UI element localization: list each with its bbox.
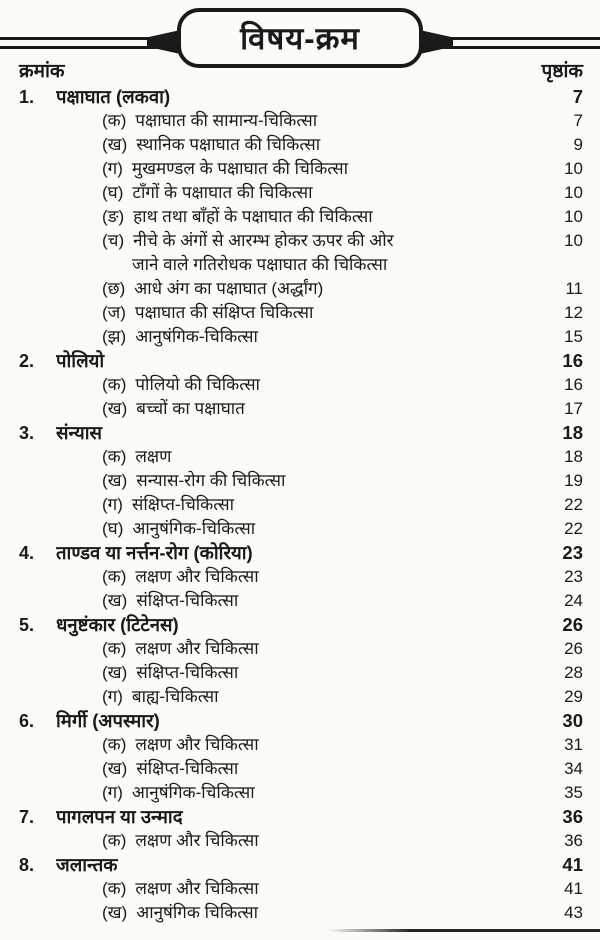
toc-row (19, 781, 583, 805)
toc-row (19, 469, 583, 493)
entry-page-number: 43 (564, 903, 583, 922)
entry-label: (क) (102, 447, 127, 466)
column-header-serial: क्रमांक (19, 61, 65, 82)
entry-page-number: 22 (564, 495, 583, 514)
chapter-number: 1. (19, 87, 35, 107)
entry-title: (क) पक्षाघात की सामान्य-चिकित्सा (56, 109, 549, 133)
entry-title: धनुष्टंकार (टिटेनस) (56, 614, 179, 635)
toc-row (19, 901, 583, 925)
entry-title: (च) नीचे के अंगों से आरम्भ होकर ऊपर की ओर (56, 229, 549, 253)
entry-page-number: 28 (564, 663, 583, 682)
entry-page-number: 34 (564, 759, 583, 778)
toc-row (19, 733, 583, 757)
entry-label: (क) (102, 735, 127, 754)
page-title: विषय-क्रम (240, 21, 360, 56)
entry-label: (ख) (102, 471, 128, 490)
entry-label: (छ) (102, 279, 126, 298)
entry-title: (झ) आनुषंगिक-चिकित्सा (56, 325, 549, 349)
entry-label: (ग) (102, 495, 123, 514)
entry-title: (ग) बाह्य-चिकित्सा (56, 685, 549, 709)
toc-row (19, 181, 583, 205)
entry-label: (ख) (102, 591, 128, 610)
toc-row (19, 373, 583, 397)
entry-page-number: 36 (562, 806, 583, 827)
entry-label: (क) (102, 831, 127, 850)
toc-row (19, 133, 583, 157)
toc-row (19, 589, 583, 613)
entry-label: (ङ) (102, 207, 125, 226)
entry-title: (ख) स्थानिक पक्षाघात की चिकित्सा (56, 133, 549, 157)
entry-label: (क) (102, 879, 127, 898)
entry-title: (ज) पक्षाघात की संक्षिप्त चिकित्सा (56, 301, 549, 325)
entry-page-number: 18 (564, 447, 583, 466)
entry-page-number: 9 (573, 135, 583, 154)
entry-page-number: 41 (564, 879, 583, 898)
toc-row (19, 517, 583, 541)
entry-page-number: 12 (564, 303, 583, 322)
entry-title: पोलियो (56, 350, 105, 371)
toc-row (19, 445, 583, 469)
entry-page-number: 10 (564, 159, 583, 178)
entry-label: (क) (102, 111, 127, 130)
entry-label: (ख) (102, 663, 128, 682)
chapter-number: 4. (19, 543, 35, 563)
entry-title: (ख) सन्यास-रोग की चिकित्सा (56, 469, 549, 493)
entry-page-number: 29 (564, 687, 583, 706)
entry-title: (ग) संक्षिप्त-चिकित्सा (56, 493, 549, 517)
entry-title: (ग) मुखमण्डल के पक्षाघात की चिकित्सा (56, 157, 549, 181)
chapter-number: 2. (19, 351, 35, 371)
toc-row (19, 709, 583, 733)
entry-title: जलान्तक (56, 854, 118, 875)
entry-title: (ख) बच्चों का पक्षाघात (56, 397, 549, 421)
toc-row (19, 685, 583, 709)
entry-label: (क) (102, 639, 127, 658)
entry-page-number: 35 (564, 783, 583, 802)
entry-title: (छ) आधे अंग का पक्षाघात (अर्द्धांग) (56, 277, 549, 301)
toc-row (19, 661, 583, 685)
entry-title: संन्यास (56, 422, 102, 443)
toc-row (19, 301, 583, 325)
entry-label: (ख) (102, 903, 128, 922)
entry-title: पागलपन या उन्माद (56, 806, 183, 827)
scan-edge-line (328, 929, 600, 932)
entry-title: (क) लक्षण (56, 445, 549, 469)
chapter-number: 6. (19, 711, 35, 731)
entry-title: ताण्डव या नर्त्तन-रोग (कोरिया) (56, 542, 253, 563)
toc-row (19, 877, 583, 901)
entry-page-number: 36 (564, 831, 583, 850)
toc-row (19, 229, 583, 253)
entry-title: (क) पोलियो की चिकित्सा (56, 373, 549, 397)
entry-page-number: 10 (564, 231, 583, 250)
entry-page-number: 11 (565, 279, 583, 298)
page-title-box (177, 8, 423, 68)
entry-title: (क) लक्षण और चिकित्सा (56, 637, 549, 661)
column-header-page: पृष्ठांक (541, 61, 583, 82)
entry-title: (क) लक्षण और चिकित्सा (56, 733, 549, 757)
toc-row (19, 397, 583, 421)
entry-page-number: 7 (572, 86, 583, 107)
entry-page-number: 19 (564, 471, 583, 490)
entry-title: (ङ) हाथ तथा बाँहों के पक्षाघात की चिकित्सा (56, 205, 549, 229)
entry-page-number: 23 (562, 542, 583, 563)
toc-row (19, 637, 583, 661)
toc-row (19, 805, 583, 829)
toc-row (19, 853, 583, 877)
entry-page-number: 31 (564, 735, 583, 754)
entry-page-number: 18 (562, 422, 583, 443)
toc-row (19, 325, 583, 349)
toc-row (19, 829, 583, 853)
entry-page-number: 7 (573, 111, 583, 130)
entry-title: (ख) संक्षिप्त-चिकित्सा (56, 589, 549, 613)
entry-label: (क) (102, 567, 127, 586)
toc-row (19, 205, 583, 229)
entry-title: (घ) टाँगों के पक्षाघात की चिकित्सा (56, 181, 549, 205)
entry-page-number: 22 (564, 519, 583, 538)
entry-label: (ग) (102, 783, 123, 802)
entry-title: (ख) आनुषंगिक चिकित्सा (56, 901, 549, 925)
entry-page-number: 15 (564, 327, 583, 346)
entry-page-number: 30 (562, 710, 583, 731)
entry-title: पक्षाघात (लकवा) (56, 86, 171, 107)
toc-row (19, 253, 583, 277)
entry-page-number: 26 (564, 639, 583, 658)
entry-page-number: 16 (562, 350, 583, 371)
toc-list (0, 84, 600, 925)
entry-page-number: 10 (564, 207, 583, 226)
entry-label: (ग) (102, 687, 123, 706)
chapter-number: 5. (19, 615, 35, 635)
entry-label: (झ) (102, 327, 127, 346)
entry-label: (ग) (102, 159, 123, 178)
toc-row (19, 157, 583, 181)
entry-label: (ज) (102, 303, 126, 322)
entry-title: (क) लक्षण और चिकित्सा (56, 565, 549, 589)
entry-title: (क) लक्षण और चिकित्सा (56, 829, 549, 853)
toc-row (19, 613, 583, 637)
entry-title: (ग) आनुषंगिक-चिकित्सा (56, 781, 549, 805)
entry-label: (ख) (102, 399, 128, 418)
entry-page-number: 41 (562, 854, 583, 875)
entry-label: (ख) (102, 759, 128, 778)
entry-label: (ख) (102, 135, 128, 154)
entry-page-number: 23 (564, 567, 583, 586)
entry-label: (घ) (102, 183, 124, 202)
toc-row (19, 349, 583, 373)
toc-row (19, 85, 583, 109)
toc-row (19, 109, 583, 133)
entry-title: मिर्गी (अपस्मार) (56, 710, 160, 731)
entry-page-number: 26 (562, 614, 583, 635)
entry-page-number: 24 (564, 591, 583, 610)
entry-label: (घ) (102, 519, 124, 538)
chapter-number: 3. (19, 423, 35, 443)
toc-row (19, 421, 583, 445)
toc-row (19, 493, 583, 517)
entry-page-number: 10 (564, 183, 583, 202)
entry-label: (च) (102, 231, 125, 250)
toc-row (19, 565, 583, 589)
entry-label: (क) (102, 375, 127, 394)
entry-page-number: 16 (564, 375, 583, 394)
toc-row (19, 277, 583, 301)
toc-row (19, 757, 583, 781)
entry-title: जाने वाले गतिरोधक पक्षाघात की चिकित्सा (132, 255, 388, 274)
entry-title: (क) लक्षण और चिकित्सा (56, 877, 549, 901)
entry-page-number: 17 (564, 399, 583, 418)
chapter-number: 7. (19, 807, 35, 827)
entry-title: (घ) आनुषंगिक-चिकित्सा (56, 517, 549, 541)
header-ornament (0, 0, 600, 60)
chapter-number: 8. (19, 855, 35, 875)
entry-title: (ख) संक्षिप्त-चिकित्सा (56, 661, 549, 685)
toc-row (19, 541, 583, 565)
entry-title: (ख) संक्षिप्त-चिकित्सा (56, 757, 549, 781)
